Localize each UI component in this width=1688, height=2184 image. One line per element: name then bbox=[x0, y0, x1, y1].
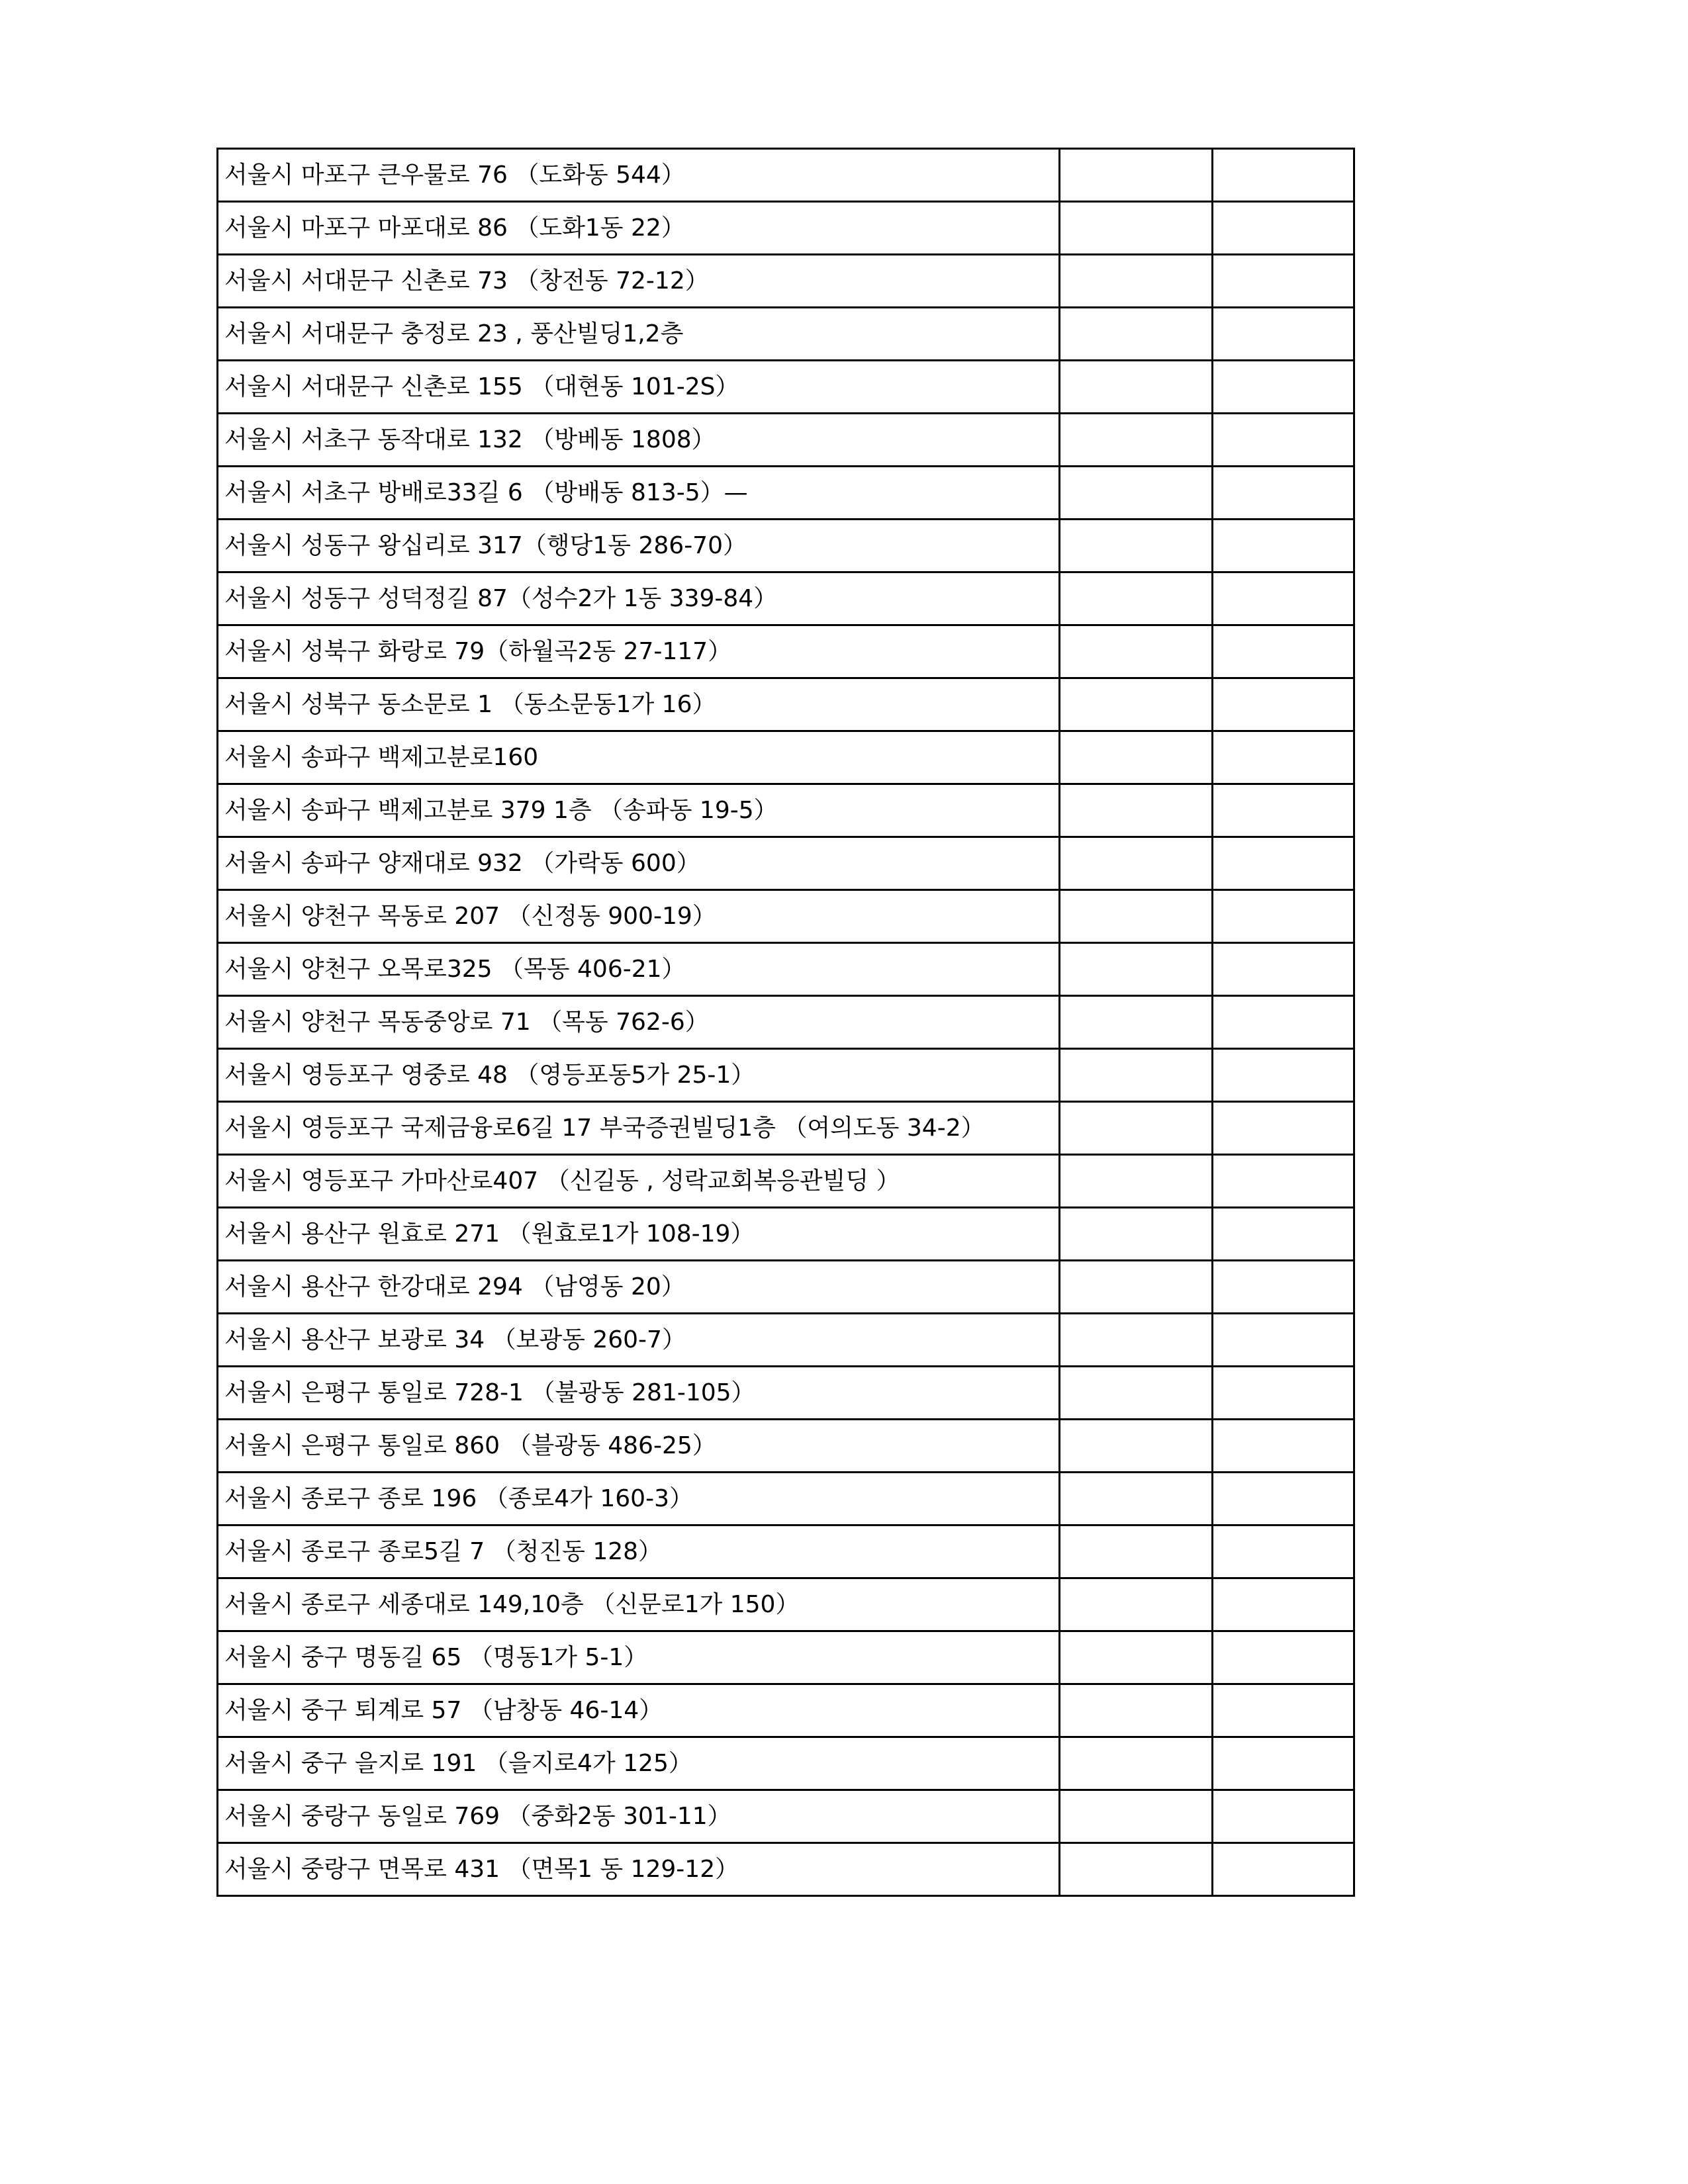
empty-cell bbox=[1213, 1525, 1354, 1578]
address-cell: 서울시 마포구 마포대로 86 （도화1동 22） bbox=[218, 202, 1060, 255]
empty-cell bbox=[1213, 414, 1354, 467]
address-cell: 서울시 서대문구 신촌로 73 （창전동 72-12） bbox=[218, 255, 1060, 308]
address-table-body bbox=[218, 149, 1354, 1896]
table-row bbox=[218, 1473, 1354, 1525]
empty-cell bbox=[1213, 255, 1354, 308]
table-row bbox=[218, 1155, 1354, 1208]
empty-cell bbox=[1213, 784, 1354, 837]
address-cell: 서울시 은평구 통일로 860 （블광동 486-25） bbox=[218, 1420, 1060, 1473]
empty-cell bbox=[1213, 678, 1354, 731]
address-cell: 서울시 송파구 백제고분로160 bbox=[218, 731, 1060, 784]
empty-cell bbox=[1060, 1790, 1213, 1843]
table-row bbox=[218, 1420, 1354, 1473]
table-row bbox=[218, 1843, 1354, 1896]
address-cell: 서울시 영등포구 영중로 48 （영등포동5가 25-1） bbox=[218, 1049, 1060, 1102]
empty-cell bbox=[1213, 467, 1354, 520]
table-row bbox=[218, 1631, 1354, 1684]
table-row bbox=[218, 520, 1354, 572]
empty-cell bbox=[1213, 1208, 1354, 1261]
address-cell: 서울시 종로구 종로 196 （종로4가 160-3） bbox=[218, 1473, 1060, 1525]
empty-cell bbox=[1213, 731, 1354, 784]
address-cell: 서울시 영등포구 가마산로407 （신길동 , 성락교회복응관빌딩 ） bbox=[218, 1155, 1060, 1208]
empty-cell bbox=[1213, 520, 1354, 572]
table-row bbox=[218, 202, 1354, 255]
address-cell: 서울시 서대문구 충정로 23 , 풍산빌딩1,2층 bbox=[218, 308, 1060, 361]
empty-cell bbox=[1213, 308, 1354, 361]
address-cell: 서울시 양천구 목동로 207 （신정동 900-19） bbox=[218, 890, 1060, 943]
empty-cell bbox=[1060, 943, 1213, 996]
table-row bbox=[218, 149, 1354, 202]
empty-cell bbox=[1060, 784, 1213, 837]
empty-cell bbox=[1213, 1473, 1354, 1525]
table-row bbox=[218, 996, 1354, 1049]
empty-cell bbox=[1213, 202, 1354, 255]
empty-cell bbox=[1060, 1578, 1213, 1631]
table-row bbox=[218, 414, 1354, 467]
address-cell: 서울시 중구 명동길 65 （명동1가 5-1） bbox=[218, 1631, 1060, 1684]
address-cell: 서울시 성북구 화랑로 79（하월곡2동 27-117） bbox=[218, 625, 1060, 678]
empty-cell bbox=[1213, 837, 1354, 890]
empty-cell bbox=[1213, 996, 1354, 1049]
empty-cell bbox=[1213, 149, 1354, 202]
address-cell: 서울시 성북구 동소문로 1 （동소문동1가 16） bbox=[218, 678, 1060, 731]
table-row bbox=[218, 678, 1354, 731]
address-cell: 서울시 중랑구 면목로 431 （면목1 동 129-12） bbox=[218, 1843, 1060, 1896]
table-row bbox=[218, 837, 1354, 890]
table-row bbox=[218, 1208, 1354, 1261]
address-cell: 서울시 서초구 동작대로 132 （방베동 1808） bbox=[218, 414, 1060, 467]
empty-cell bbox=[1213, 572, 1354, 625]
address-cell: 서울시 중구 퇴계로 57 （남창동 46-14） bbox=[218, 1684, 1060, 1737]
empty-cell bbox=[1213, 1367, 1354, 1420]
empty-cell bbox=[1060, 255, 1213, 308]
address-cell: 서울시 용산구 보광로 34 （보광동 260-7） bbox=[218, 1314, 1060, 1367]
empty-cell bbox=[1060, 467, 1213, 520]
table-row bbox=[218, 890, 1354, 943]
empty-cell bbox=[1213, 1314, 1354, 1367]
empty-cell bbox=[1060, 1102, 1213, 1155]
empty-cell bbox=[1060, 1314, 1213, 1367]
table-row bbox=[218, 1684, 1354, 1737]
empty-cell bbox=[1060, 890, 1213, 943]
empty-cell bbox=[1213, 1843, 1354, 1896]
empty-cell bbox=[1060, 731, 1213, 784]
table-row bbox=[218, 467, 1354, 520]
empty-cell bbox=[1060, 1843, 1213, 1896]
empty-cell bbox=[1060, 414, 1213, 467]
empty-cell bbox=[1213, 1790, 1354, 1843]
address-cell: 서울시 용산구 한강대로 294 （남영동 20） bbox=[218, 1261, 1060, 1314]
address-cell: 서울시 서초구 방배로33길 6 （방배동 813-5）— bbox=[218, 467, 1060, 520]
empty-cell bbox=[1060, 308, 1213, 361]
empty-cell bbox=[1213, 625, 1354, 678]
empty-cell bbox=[1060, 1631, 1213, 1684]
empty-cell bbox=[1213, 1578, 1354, 1631]
empty-cell bbox=[1213, 890, 1354, 943]
empty-cell bbox=[1060, 625, 1213, 678]
table-row bbox=[218, 308, 1354, 361]
address-cell: 서울시 서대문구 신촌로 155 （대현동 101-2S） bbox=[218, 361, 1060, 414]
address-cell: 서울시 성동구 왕십리로 317（행당1동 286-70） bbox=[218, 520, 1060, 572]
address-cell: 서울시 중구 을지로 191 （을지로4가 125） bbox=[218, 1737, 1060, 1790]
address-cell: 서울시 마포구 큰우물로 76 （도화동 544） bbox=[218, 149, 1060, 202]
empty-cell bbox=[1060, 678, 1213, 731]
table-row bbox=[218, 361, 1354, 414]
empty-cell bbox=[1060, 1367, 1213, 1420]
empty-cell bbox=[1213, 943, 1354, 996]
table-row bbox=[218, 1737, 1354, 1790]
address-cell: 서울시 영등포구 국제금융로6길 17 부국증권빌딩1층 （여의도동 34-2） bbox=[218, 1102, 1060, 1155]
address-cell: 서울시 중랑구 동일로 769 （중화2동 301-11） bbox=[218, 1790, 1060, 1843]
address-cell: 서울시 은평구 통일로 728-1 （불광동 281-105） bbox=[218, 1367, 1060, 1420]
empty-cell bbox=[1060, 520, 1213, 572]
address-table bbox=[216, 148, 1355, 1897]
empty-cell bbox=[1060, 149, 1213, 202]
empty-cell bbox=[1060, 572, 1213, 625]
empty-cell bbox=[1213, 1102, 1354, 1155]
empty-cell bbox=[1060, 1261, 1213, 1314]
table-row bbox=[218, 1314, 1354, 1367]
address-cell: 서울시 송파구 백제고분로 379 1층 （송파동 19-5） bbox=[218, 784, 1060, 837]
empty-cell bbox=[1213, 1737, 1354, 1790]
address-cell: 서울시 종로구 세종대로 149,10층 （신문로1가 150） bbox=[218, 1578, 1060, 1631]
table-row bbox=[218, 572, 1354, 625]
empty-cell bbox=[1060, 1525, 1213, 1578]
table-row bbox=[218, 1102, 1354, 1155]
address-cell: 서울시 성동구 성덕정길 87（성수2가 1동 339-84） bbox=[218, 572, 1060, 625]
empty-cell bbox=[1060, 1420, 1213, 1473]
address-cell: 서울시 양천구 목동중앙로 71 （목동 762-6） bbox=[218, 996, 1060, 1049]
empty-cell bbox=[1060, 361, 1213, 414]
address-cell: 서울시 양천구 오목로325 （목동 406-21） bbox=[218, 943, 1060, 996]
empty-cell bbox=[1060, 837, 1213, 890]
empty-cell bbox=[1060, 1155, 1213, 1208]
empty-cell bbox=[1060, 1684, 1213, 1737]
empty-cell bbox=[1060, 1737, 1213, 1790]
empty-cell bbox=[1060, 1208, 1213, 1261]
address-cell: 서울시 용산구 원효로 271 （원효로1가 108-19） bbox=[218, 1208, 1060, 1261]
table-row bbox=[218, 255, 1354, 308]
table-row bbox=[218, 1049, 1354, 1102]
table-row bbox=[218, 1525, 1354, 1578]
empty-cell bbox=[1213, 1049, 1354, 1102]
empty-cell bbox=[1213, 1684, 1354, 1737]
empty-cell bbox=[1213, 361, 1354, 414]
empty-cell bbox=[1213, 1631, 1354, 1684]
empty-cell bbox=[1213, 1155, 1354, 1208]
table-row bbox=[218, 943, 1354, 996]
empty-cell bbox=[1060, 1473, 1213, 1525]
empty-cell bbox=[1213, 1261, 1354, 1314]
empty-cell bbox=[1060, 202, 1213, 255]
empty-cell bbox=[1060, 1049, 1213, 1102]
empty-cell bbox=[1060, 996, 1213, 1049]
empty-cell bbox=[1213, 1420, 1354, 1473]
table-row bbox=[218, 731, 1354, 784]
table-row bbox=[218, 625, 1354, 678]
table-row bbox=[218, 1261, 1354, 1314]
table-row bbox=[218, 1790, 1354, 1843]
address-cell: 서울시 송파구 양재대로 932 （가락동 600） bbox=[218, 837, 1060, 890]
table-row bbox=[218, 784, 1354, 837]
address-cell: 서울시 종로구 종로5길 7 （청진동 128） bbox=[218, 1525, 1060, 1578]
table-row bbox=[218, 1367, 1354, 1420]
table-row bbox=[218, 1578, 1354, 1631]
